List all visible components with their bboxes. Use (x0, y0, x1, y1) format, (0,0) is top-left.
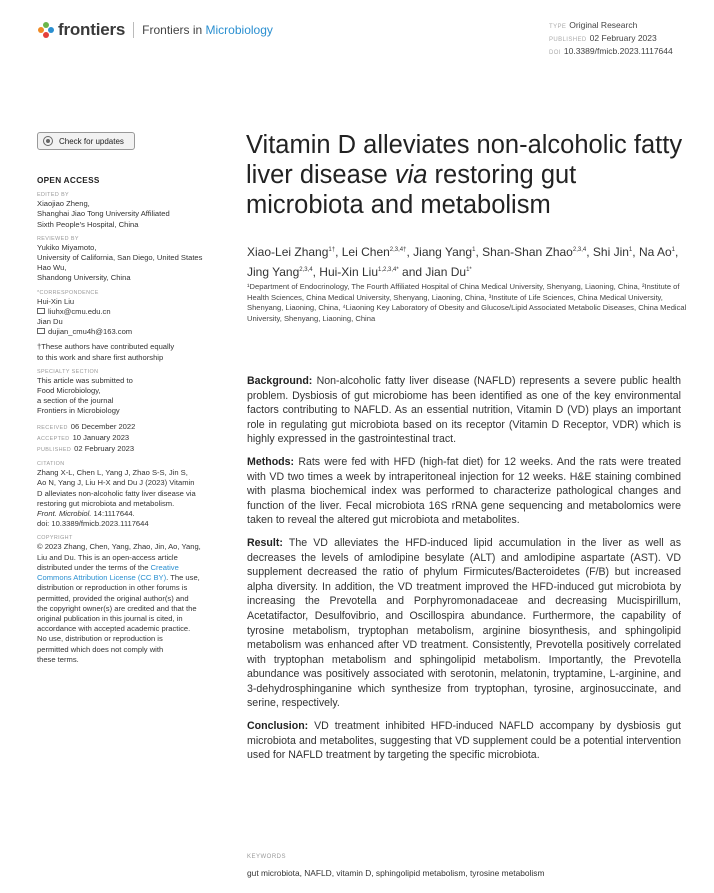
specialty-label: SPECIALTY SECTION (37, 368, 99, 375)
email-icon (37, 308, 45, 314)
article-meta (549, 20, 673, 59)
copyright-post: . The use, distribution or reproduction in other forums is permitted, provided the original author(s) and the copyright owner(s) are credited and that the original publication in this journal is cited, in accordance with accepted academic practice. No use, distribution or reproduction is permitted which does not comply with these terms. (37, 573, 200, 664)
title-via: via (394, 161, 428, 189)
edited-by-label: EDITED BY (37, 192, 70, 199)
conclusion-label: Conclusion: (247, 720, 309, 733)
author-name: Xiao-Lei Zhang (247, 245, 329, 259)
author-name: Na Ao (638, 245, 672, 259)
header-divider (133, 22, 134, 38)
corr-email-2[interactable]: dujian_cmu4h@163.com (48, 327, 133, 337)
doi-value[interactable]: 10.3389/fmicb.2023.1117644 (563, 46, 673, 56)
keywords-label: KEYWORDS (247, 854, 287, 860)
published-label: PUBLISHED (549, 37, 587, 43)
author[interactable] (482, 245, 586, 259)
citation-volume: 14:1117644. (91, 509, 135, 519)
citation-text (37, 468, 237, 529)
author[interactable] (639, 245, 675, 259)
copyright-text (37, 542, 237, 664)
citation-doi[interactable]: doi: 10.3389/fmicb.2023.1117644 (37, 519, 149, 529)
author-sep: , (586, 245, 593, 259)
edited-by: Xiaojiao Zheng, Shanghai Jiao Tong University Affiliated Sixth People's Hospital, China (37, 199, 170, 229)
methods-text: Rats were fed with HFD (high-fat diet) for 12 weeks. And the rats were treated with VD two times a week by intraperitoneal injection for 12 weeks. H&E staining combined with plasma biochemical index was performed to characterize pathological changes and function of the liver. Fecal microbiota 16S rRNA gene sequencing and metabolomics were taken to reveal the altered gut microbiota and metabolites. (247, 455, 681, 527)
published-side-label: PUBLISHED (37, 447, 72, 454)
journal-prefix: Frontiers in (142, 23, 206, 37)
received-date: 06 December 2022 (70, 421, 136, 431)
author-affil: 2,3,4 (572, 247, 587, 253)
reviewed-by: Yukiko Miyamoto, University of California, San Diego, United States Hao Wu, Shandong University, China (37, 242, 203, 283)
abstract-conclusion (247, 719, 681, 763)
author-sep: , (674, 245, 679, 259)
specialty-section: This article was submitted to Food Microbiology, a section of the journal Frontiers in Microbiology (37, 375, 133, 416)
published-row (37, 444, 237, 455)
result-label: Result: (247, 536, 283, 549)
citation-journal: Front. Microbiol. (37, 509, 92, 519)
author-affil: 1 (472, 247, 476, 253)
accepted-label: ACCEPTED (37, 435, 70, 442)
author-sep: , (406, 245, 414, 259)
title-part-1: Vitamin D alleviates non-alcoholic fatty liver disease (246, 131, 683, 189)
author-sep: , (632, 245, 639, 259)
citation-label: CITATION (37, 461, 65, 468)
author-affil: 1,2,3,4* (378, 267, 399, 273)
author-name: Hui-Xin Liu (319, 265, 378, 279)
methods-label: Methods: (247, 455, 295, 468)
affiliations: ¹Department of Endocrinology, The Fourth Affiliated Hospital of China Medical University, Shenyang, Liaoning, China, ²Institute of Health Sciences, China Medical University, Shenyang, Liaoning, China, ³Institute of Life Sciences, China Medical University, Shenyang, Liaoning, China, ⁴Liaoning Key Laboratory of Obesity and Glucose/Lipid Associated Metabolic Diseases, China Medical University, Shenyang, Liaoning, China (247, 282, 687, 323)
citation-main: Zhang X-L, Chen L, Yang J, Zhao S-S, Jin S, Ao N, Yang J, Liu H-X and Du J (2023) Vitamin D alleviates non-alcoholic fatty liver disease via restoring gut microbiota and metabolism. (37, 468, 196, 508)
brand-name[interactable]: frontiers (58, 20, 126, 39)
type-label: TYPE (549, 24, 567, 30)
author-affil: 1 (671, 247, 675, 253)
doi-label: DOI (549, 50, 561, 56)
author-sep: and (398, 265, 426, 279)
author-name: Jian Du (425, 265, 467, 279)
author[interactable] (319, 265, 398, 279)
author-affil: 1* (466, 267, 472, 273)
published-value: 02 February 2023 (589, 33, 657, 43)
author-sep: , (335, 245, 342, 259)
abstract-background (247, 374, 681, 447)
type-value: Original Research (569, 20, 638, 30)
journal-name: Microbiology (205, 23, 273, 37)
reviewed-by-label: REVIEWED BY (37, 235, 79, 242)
cc-by-license-link[interactable]: Creative Commons Attribution License (CC BY) (37, 562, 179, 583)
received-row (37, 422, 237, 433)
author-name: Jing Yang (247, 265, 300, 279)
author-name: Shan-Shan Zhao (482, 245, 573, 259)
author-sep: , (312, 265, 320, 279)
abstract-methods (247, 455, 681, 528)
author-affil: 1† (328, 247, 336, 253)
frontiers-logo-icon (38, 22, 54, 38)
author[interactable] (425, 265, 471, 279)
author-name: Shi Jin (592, 245, 629, 259)
sidebar (37, 176, 237, 665)
abstract (247, 374, 681, 771)
equal-contribution-note: †These authors have contributed equally to this work and share first authorship (37, 342, 175, 362)
corr-name-2: Jian Du (37, 317, 63, 327)
corr-email-row-2[interactable] (37, 327, 237, 337)
received-label: RECEIVED (37, 424, 68, 431)
title-part-2: restoring gut microbiota and metabolism (246, 161, 577, 219)
author[interactable] (593, 245, 632, 259)
journal-title[interactable] (142, 23, 273, 37)
open-access-label: OPEN ACCESS (37, 176, 100, 185)
check-for-updates-button[interactable] (37, 132, 135, 150)
journal-header (38, 20, 273, 40)
published-date: 02 February 2023 (74, 444, 135, 454)
abstract-result (247, 536, 681, 711)
author-name: Jiang Yang (413, 245, 473, 259)
author-name: Lei Chen (341, 245, 390, 259)
author[interactable] (247, 265, 313, 279)
author[interactable] (247, 245, 335, 259)
correspondence-label: *CORRESPONDENCE (37, 289, 99, 296)
corr-email-row-1[interactable] (37, 307, 237, 317)
email-icon (37, 328, 45, 334)
check-updates-icon (43, 136, 53, 146)
result-text: The VD alleviates the HFD-induced lipid accumulation in the liver as well as decreases the levels of amlodipine besylate (ALT) and amlodipine aspartate (AST). VD supplement decreased the ratio of phylum Firmicutes/Bacteroidetes (F/B) but increased alpha diversity. In addition, the VD treatment improved the HFD-induced gut microbiota by increasing the Prevotella and Porphyromonadaceae and decreasing Mucispirillum, Acetatifactor, Desulfovibrio, and Oscillospira abundance. Furthermore, the capability of tyrosine metabolism, tryptophan metabolism, arginine biosynthesis, and sphingolipid metabolism was enhanced after VD treatment. Consistently, Prevotella positively correlated with tryptophan metabolism and sphingolipid metabolism. Importantly, the Prevotella abundance was positively associated with serotonin, melatonin, tryptamine, L-arginine, and 3-dehydrosphinganine which synthesize from tryptophan, tyrosine, arginosuccinate, and serine, respectively. (247, 536, 681, 710)
author-list (247, 241, 687, 281)
corr-name-1: Hui-Xin Liu (37, 296, 75, 306)
check-updates-label: Check for updates (59, 136, 124, 146)
copyright-pre: © 2023 Zhang, Chen, Yang, Zhao, Jin, Ao, Yang, Liu and Du. This is an open-access article distributed under the terms of the (37, 542, 201, 572)
background-text: Non-alcoholic fatty liver disease (NAFLD) represents a severe public health problem. Dysbiosis of gut microbiome has been identified as one of the key environmental factors contributing to NAFLD. As an essential nutrition, Vitamin D (VD) plays an important role in regulating gut microbiota based on its receptor (Vitamin D Receptor, VDR) which is highly expressed in the gastrointestinal tract. (247, 375, 681, 446)
author[interactable] (342, 245, 407, 259)
author-sep: , (475, 245, 483, 259)
article-title (246, 130, 686, 220)
keywords: gut microbiota, NAFLD, vitamin D, sphingolipid metabolism, tyrosine metabolism (247, 868, 545, 878)
conclusion-text: VD treatment inhibited HFD-induced NAFLD accompany by dysbiosis gut microbiota and metabolites, suggesting that VD supplement could be a potential intervention used for NAFLD treatment by targeting the specific microbiota. (247, 720, 681, 762)
background-label: Background: (247, 375, 313, 387)
copyright-label: COPYRIGHT (37, 535, 73, 542)
corr-email-1[interactable]: liuhx@cmu.edu.cn (48, 306, 111, 316)
author[interactable] (413, 245, 475, 259)
accepted-date: 10 January 2023 (72, 432, 130, 442)
accepted-row (37, 433, 237, 444)
author-affil: 2,3,4† (389, 247, 407, 253)
author-affil: 1 (628, 247, 633, 253)
author-affil: 2,3,4 (299, 267, 313, 273)
